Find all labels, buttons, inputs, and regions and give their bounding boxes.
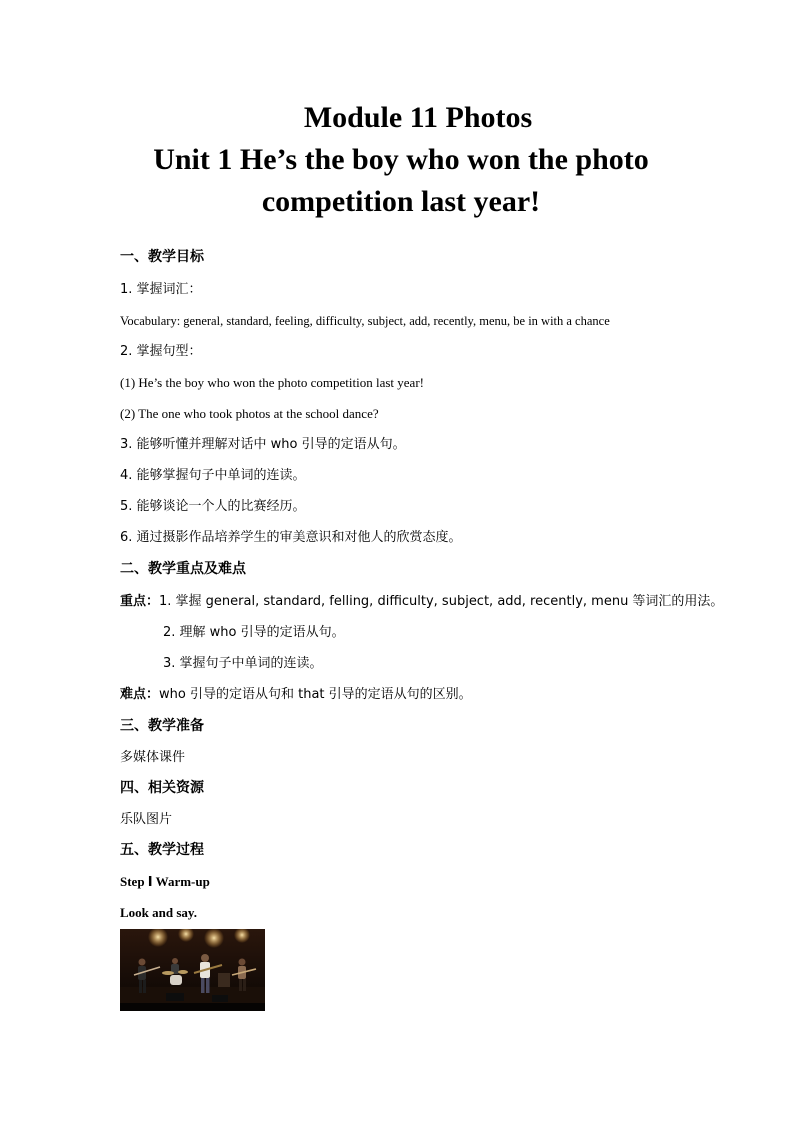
key-point-1-text: 1. 掌握 general, standard, felling, difficulty, subject, add, recently, menu 等词汇的用法。 [159, 594, 724, 609]
preparation-text: 多媒体课件 [120, 750, 186, 765]
key-point-3: 3. 掌握句子中单词的连读。 [163, 656, 323, 671]
key-point-1 [120, 593, 723, 611]
objective-item-3: 3. 能够听懂并理解对话中 who 引导的定语从句。 [120, 437, 406, 452]
objective-item-4: 4. 能够掌握句子中单词的连读。 [120, 468, 306, 483]
title-module: Module 11 Photos [303, 101, 533, 134]
sentence-2: (2) The one who took photos at the school dance? [120, 406, 379, 421]
objective-item-5: 5. 能够谈论一个人的比赛经历。 [120, 499, 306, 514]
look-and-say: Look and say. [120, 905, 197, 920]
section-heading-objectives: 一、教学目标 [120, 249, 204, 265]
objective-item-2: 2. 掌握句型： [120, 344, 202, 359]
band-photo [120, 929, 265, 1011]
objective-item-6: 6. 通过摄影作品培养学生的审美意识和对他人的欣赏态度。 [120, 530, 462, 545]
key-point-2: 2. 理解 who 引导的定语从句。 [163, 625, 345, 640]
key-label: 重点： [120, 594, 160, 609]
title-unit: Unit 1 He’s the boy who won the photo [153, 143, 649, 176]
vocabulary-line: Vocabulary: general, standard, feeling, difficulty, subject, add, recently, menu, be in with a chance [120, 314, 610, 328]
section-heading-key-points: 二、教学重点及难点 [120, 561, 246, 577]
difficulty-text: who 引导的定语从句和 that 引导的定语从句的区别。 [159, 687, 472, 702]
section-heading-resources: 四、相关资源 [120, 780, 204, 796]
band-photo-image [120, 929, 265, 1011]
resources-text: 乐队图片 [120, 812, 173, 827]
step-warm-up: Step Ⅰ Warm-up [120, 874, 210, 889]
sentence-1: (1) He’s the boy who won the photo competition last year! [120, 375, 424, 390]
difficulty-label: 难点： [120, 687, 160, 702]
title-unit-cont: competition last year! [261, 185, 541, 218]
difficulty-point [120, 686, 472, 704]
objective-item-1: 1. 掌握词汇： [120, 282, 202, 297]
section-heading-preparation: 三、教学准备 [120, 718, 204, 734]
section-heading-process: 五、教学过程 [120, 842, 204, 858]
